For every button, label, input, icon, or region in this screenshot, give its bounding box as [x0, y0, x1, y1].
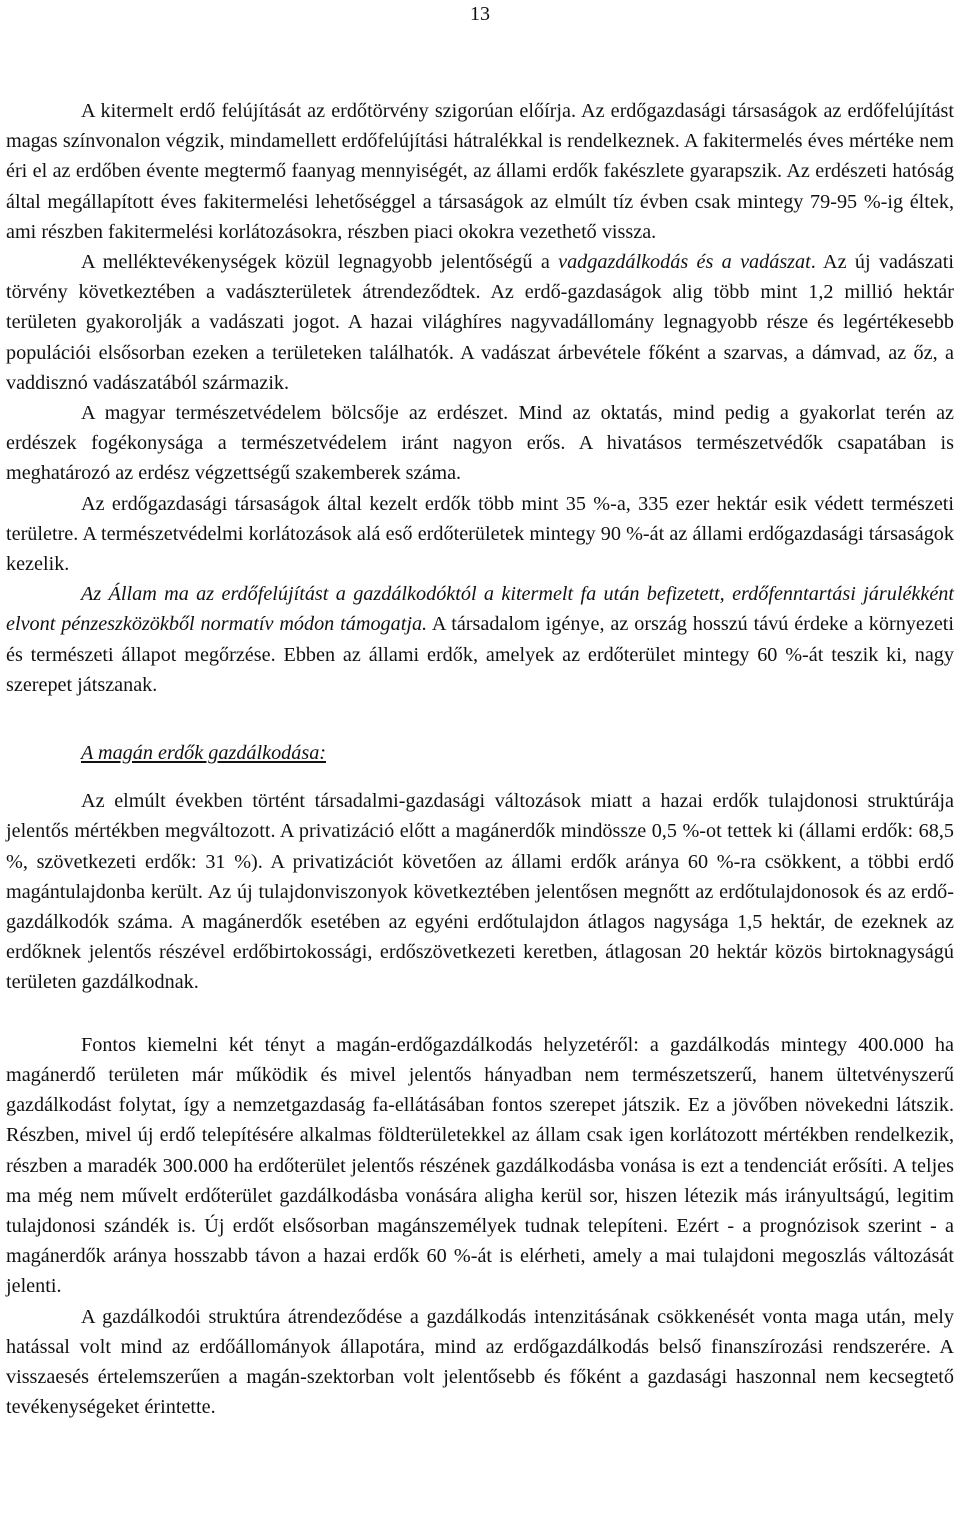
paragraph-management-restructuring — [6, 1302, 954, 1423]
paragraph-reforestation — [6, 96, 954, 247]
page-number: 13 — [470, 3, 490, 25]
paragraph-text: . Az új vadászati törvény következtében a vadászterületek átrendeződtek. Az erdő-gazdaságok alig több mint 1,2 millió hektár területen gyakorolják a vadászati jogot. A hazai világhíres nagyvadállomány legnagyobb része és legértékesebb populációi elsősorban ezeken a területeken találhatók. A vadászat árbevétele főként a szarvas, a dámvad, az őz, a vaddisznó vadászatából származik. — [6, 251, 954, 394]
paragraph-state-support — [6, 579, 954, 700]
section-heading-text: A magán erdők gazdálkodása: — [81, 742, 327, 765]
section-heading-private-forests — [6, 738, 954, 768]
emphasis-hunting: vadgazdálkodás és a vadászat — [558, 251, 811, 274]
paragraph-text: Fontos kiemelni két tényt a magán-erdőgazdálkodás helyzetéről: a gazdálkodás mintegy 400.000 ha magánerdő területen már működik és mivel jelentős hányadban nem természetszerű, hanem ültetvényszerű gazdálkodást folytat, így a nemzetgazdaság fa-ellátásában fontos szerepet játszik. Ez a jövőben növekedni látszik. Részben, mivel új erdő telepítésére alkalmas földterületekkel az állam csak igen korlátozott mértékben rendelkezik, részben a maradék 300.000 ha erdőterület jelentős részének gazdálkodásba vonása is ezt a tendenciát erősíti. A teljes ma még nem művelt erdőterület gazdálkodásba vonására aligha kerül sor, hiszen létezik más irányultságú, legitim tulajdonosi szándék is. Új erdőt elsősorban magánszemélyek tudnak telepíteni. Ezért - a prognózisok szerint - a magánerdők aránya hosszabb távon a hazai erdők 60 %-át is elérheti, amely a mai tulajdoni megoszlás változását jelenti. — [6, 1033, 954, 1298]
paragraph-text: A magyar természetvédelem bölcsője az erdészet. Mind az oktatás, mind pedig a gyakorlat terén az erdészek fogékonysága a természetvédelem iránt nagyon erős. A hivatásos természetvédők csapatában is meghatározó az erdész végzettségű szakemberek száma. — [6, 402, 954, 485]
paragraph-text: Az erdőgazdasági társaságok által kezelt erdők több mint 35 %-a, 335 ezer hektár esik védett természeti területre. A természetvédelmi korlátozások alá eső erdőterületek mintegy 90 %-át az állami erdőgazdasági társaságok kezelik. — [6, 492, 954, 576]
document-body — [6, 96, 954, 1422]
paragraph-text: A melléktevékenységek közül legnagyobb jelentőségű a — [81, 251, 559, 274]
paragraph-ownership-structure — [6, 786, 954, 997]
paragraph-text: Az elmúlt években történt társadalmi-gazdasági változások miatt a hazai erdők tulajdonosi struktúrája jelentős mértékben megváltozott. A privatizáció előtt a magánerdők mindössze 0,5 %-ot tettek ki (állami erdők: 68,5 %, szövetkezeti erdők: 31 %). A privatizációt követően az állami erdők aránya 60 %-ra csökkent, a többi erdő magántulajdonba került. Az új tulajdonviszonyok következtében jelentősen megnőtt az erdőtulajdonosok és az erdő-gazdálkodók száma. A magánerdők esetében az egyéni erdőtulajdon átlagos nagysága 1,5 hektár, de ezeknek az erdőknek jelentős részével erdőbirtokossági, erdőszövetkezeti keretben, átlagosan 20 hektár közös birtoknagyságú területen gazdálkodnak. — [6, 790, 954, 994]
paragraph-text: A kitermelt erdő felújítását az erdőtörvény szigorúan előírja. Az erdőgazdasági társaságok az erdőfelújítást magas színvonalon végzik, mindamellett erdőfelújítási hátralékkal is rendelkeznek. A fakitermelés éves mértéke nem éri el az erdőben évente megtermő faanyag mennyiségét, az állami erdők fakészlete gyarapszik. Az erdészeti hatóság által megállapított éves fakitermelési lehetőséggel a társaságok az elmúlt tíz évben csak mintegy 79-95 %-ig éltek, ami részben fakitermelési korlátozásokra, részben piaci okokra vezethető vissza. — [6, 100, 954, 243]
paragraph-text: A társadalom igénye, az ország hosszú távú érdeke a környezeti és természeti állapot megőrzése. Ebben az állami erdők, amelyek az erdőterület mintegy 60 %-át teszik ki, nagy szerepet játszanak. — [6, 613, 955, 696]
paragraph-private-management-facts — [6, 1030, 954, 1302]
paragraph-protected-areas — [6, 489, 954, 580]
paragraph-hunting — [6, 247, 954, 398]
paragraph-text: A gazdálkodói struktúra átrendeződése a gazdálkodás intenzitásának csökkenését vonta maga után, mely hatással volt mind az erdőállományok állapotára, mind az erdőgazdálkodás belső finanszírozási rendszerére. A visszaesés értelemszerűen a magán-szektorban volt jelentősebb és főként a gazdasági haszonnal nem kecsegtető tevékenységeket érintette. — [6, 1305, 954, 1419]
emphasis-state-support: Az Állam ma az erdőfelújítást a gazdálkodóktól a kitermelt fa után befizetett, erdőfenntartási járulékként elvont pénzeszközökből normatív módon támogatja. — [6, 583, 954, 636]
paragraph-nature-conservation — [6, 398, 954, 489]
